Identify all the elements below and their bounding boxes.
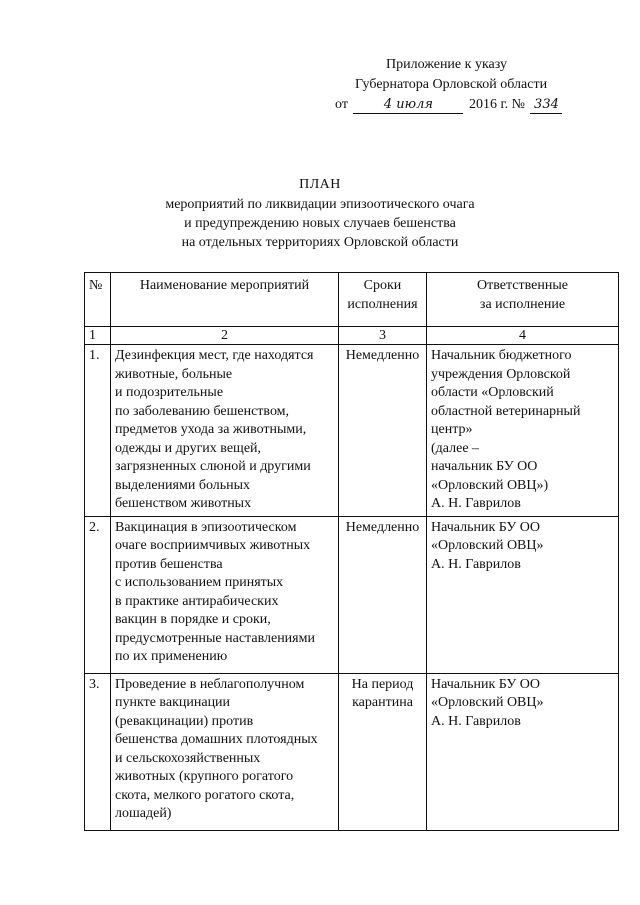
plan-rows (85, 345, 619, 831)
responsible-line: Начальник БУ ОО (431, 519, 540, 535)
measure-name-line: одежды и других вещей, (115, 440, 262, 456)
row-number: 1. (85, 345, 111, 517)
term-line: Немедленно (345, 519, 420, 535)
column-number: 1 (85, 327, 111, 345)
column-number: 4 (427, 327, 619, 345)
responsible-line: области «Орловский (431, 385, 554, 400)
responsible-line: А. Н. Гаврилов (431, 556, 521, 572)
column-number: 2 (111, 327, 339, 345)
measure-name-line: с использованием принятых (115, 575, 284, 590)
measure-name-line: предусмотренные наставлениями (115, 630, 315, 646)
title-plan: ПЛАН (299, 177, 341, 192)
responsible-cell (427, 673, 619, 830)
plan-table (84, 272, 619, 831)
responsible-line: А. Н. Гаврилов (431, 713, 521, 729)
column-number-row (85, 327, 619, 345)
header-responsible (427, 273, 619, 327)
header-name: Наименование мероприятий (111, 273, 339, 327)
responsible-line: учреждения Орловской (431, 366, 571, 382)
table-row (85, 516, 619, 673)
responsible-line: Начальник БУ ОО (431, 676, 540, 692)
handwritten-number: 334 (530, 97, 562, 114)
term-cell (339, 345, 427, 517)
measure-name-line: Проведение в неблагополучном (115, 676, 305, 692)
responsible-line: «Орловский ОВЦ») (431, 477, 549, 493)
header-term-line-2: исполнения (347, 296, 418, 312)
date-suffix: 2016 г. № (468, 97, 525, 112)
date-prefix: от (335, 97, 348, 112)
title-line-1: мероприятий по ликвидации эпизоотического очага (165, 197, 475, 212)
table-header-row (85, 273, 619, 327)
column-number: 3 (339, 327, 427, 345)
row-number: 2. (85, 516, 111, 673)
header-resp-line-2: за исполнение (479, 296, 566, 312)
term-cell (339, 516, 427, 673)
measure-name-line: пункте вакцинации (115, 695, 231, 710)
appendix-line-2: Губернатора Орловской области (355, 77, 548, 92)
responsible-line: «Орловский ОВЦ» (431, 538, 544, 553)
term-cell (339, 673, 427, 830)
table-row (85, 345, 619, 517)
term-line: карантина (352, 695, 413, 710)
decree-date-line (335, 95, 562, 115)
responsible-line: областной ветеринарный (431, 403, 581, 419)
measure-name-cell (111, 673, 339, 830)
responsible-cell (427, 345, 619, 517)
measure-name-line: и сельскохозяйственных (115, 750, 261, 766)
term-line: На период (351, 676, 414, 692)
measure-name-line: бешенства домашних плотоядных (115, 732, 318, 747)
measure-name-line: Дезинфекция мест, где находятся (115, 348, 314, 363)
title-line-2: и предупреждению новых случаев бешенства (184, 216, 456, 231)
measure-name-line: в практике антирабических (115, 593, 279, 609)
responsible-line: Начальник бюджетного (431, 348, 572, 363)
term-line: Немедленно (345, 348, 420, 363)
row-number: 3. (85, 673, 111, 830)
header-term-line-1: Сроки (363, 278, 402, 293)
responsible-line: «Орловский ОВЦ» (431, 695, 544, 710)
header-resp-line-1: Ответственные (477, 278, 568, 293)
measure-name-line: по заболеванию бешенством, (115, 403, 290, 419)
handwritten-date: 4 июля (353, 97, 463, 114)
responsible-line: начальник БУ ОО (431, 459, 538, 474)
measure-name-cell (111, 345, 339, 517)
responsible-cell (427, 516, 619, 673)
measure-name-line: и подозрительные (115, 385, 224, 400)
measure-name-line: бешенством животных (115, 496, 252, 511)
measure-name-line: загрязненных слюной и другими (115, 459, 311, 474)
measure-name-line: скота, мелкого рогатого скота, (115, 787, 295, 803)
measure-name-line: предметов ухода за животными, (115, 422, 307, 437)
header-number: № (85, 273, 111, 327)
title-line-3: на отдельных территориях Орловской области (181, 235, 459, 250)
measure-name-line: (ревакцинации) против (115, 713, 254, 729)
responsible-line: А. Н. Гаврилов (431, 496, 521, 511)
measure-name-line: выделениями больных (115, 477, 251, 493)
measure-name-line: вакцин в порядке и сроки, (115, 612, 271, 627)
measure-name-line: лошадей) (115, 806, 172, 821)
measure-name-line: по их применению (115, 649, 228, 664)
appendix-line-1: Приложение к указу (386, 57, 507, 72)
measure-name-cell (111, 516, 339, 673)
measure-name-line: против бешенства (115, 556, 223, 572)
measure-name-line: животные, больные (115, 366, 233, 382)
responsible-line: (далее – (431, 440, 480, 456)
table-row (85, 673, 619, 830)
header-term (339, 273, 427, 327)
measure-name-line: Вакцинация в эпизоотическом (115, 519, 297, 535)
document-title (120, 175, 520, 252)
responsible-line: центр» (431, 422, 473, 437)
measure-name-line: животных (крупного рогатого (115, 769, 294, 784)
measure-name-line: очаге восприимчивых животных (115, 538, 311, 553)
